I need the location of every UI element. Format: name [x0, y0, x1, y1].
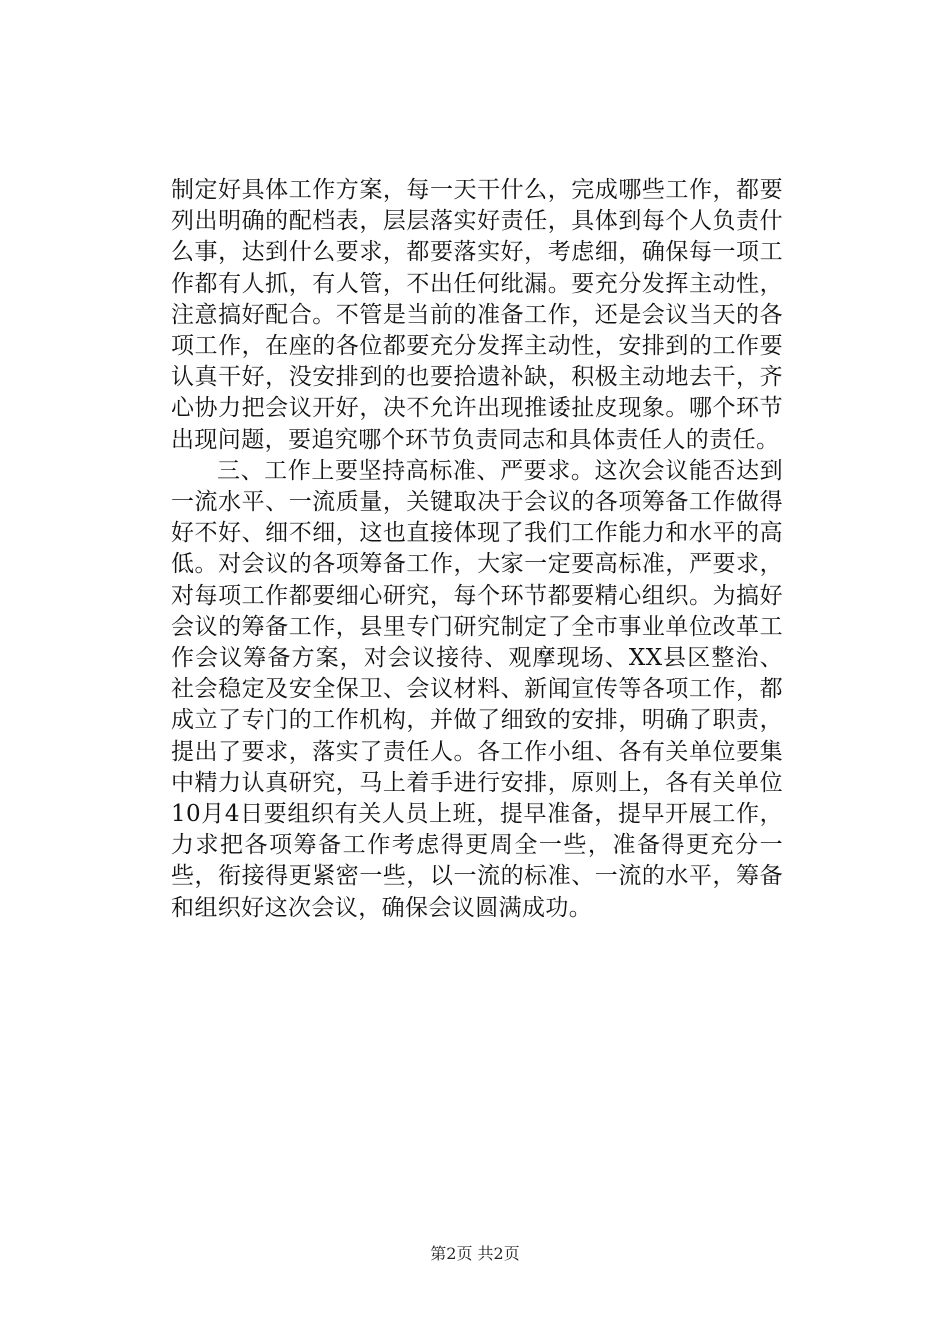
page-footer: 第2页 共2页 [430, 1244, 520, 1263]
document-body [171, 175, 783, 924]
paragraph-continued: 制定好具体工作方案，每一天干什么，完成哪些工作，都要列出明确的配档表，层层落实好责任，具体到每个人负责什么事，达到什么要求，都要落实好，考虑细，确保每一项工作都有人抓，有人管，不出任何纰漏。要充分发挥主动性，注意搞好配合。不管是当前的准备工作，还是会议当天的各项工作，在座的各位都要充分发挥主动性，安排到的工作要认真干好，没安排到的也要拾遗补缺，积极主动地去干，齐心协力把会议开好，决不允许出现推诿扯皮现象。哪个环节出现问题，要追究哪个环节负责同志和具体责任人的责任。 [171, 177, 783, 453]
paragraph-section-three: 三、工作上要坚持高标准、严要求。这次会议能否达到一流水平、一流质量，关键取决于会议的各项筹备工作做得好不好、细不细，这也直接体现了我们工作能力和水平的高低。对会议的各项筹备工作，大家一定要高标准，严要求，对每项工作都要细心研究，每个环节都要精心组织。为搞好会议的筹备工作，县里专门研究制定了全市事业单位改革工作会议筹备方案，对会议接待、观摩现场、XX县区整治、社会稳定及安全保卫、会议材料、新闻宣传等各项工作，都成立了专门的工作机构，并做了细致的安排，明确了职责，提出了要求，落实了责任人。各工作小组、各有关单位要集中精力认真研究，马上着手进行安排，原则上，各有关单位10月4日要组织有关人员上班，提早准备，提早开展工作，力求把各项筹备工作考虑得更周全一些，准备得更充分一些，衔接得更紧密一些，以一流的标准、一流的水平，筹备和组织好这次会议，确保会议圆满成功。 [171, 457, 783, 921]
